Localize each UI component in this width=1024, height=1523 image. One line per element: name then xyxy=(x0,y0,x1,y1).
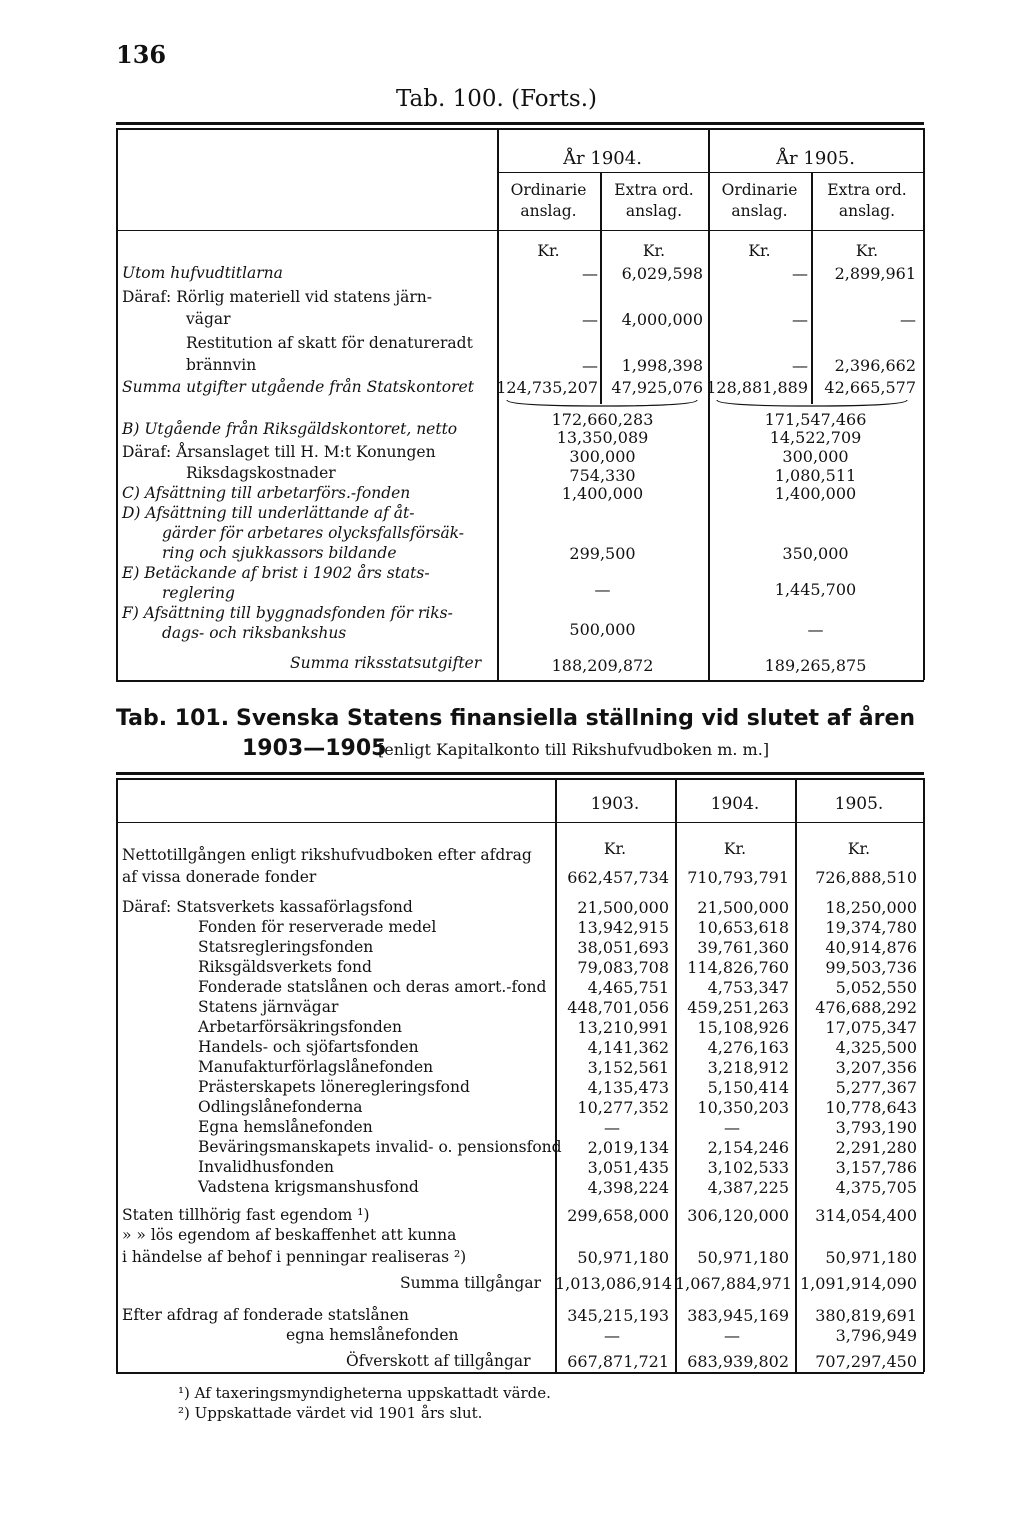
table-cell: 50,971,180 xyxy=(697,1248,789,1267)
table-cell: 345,215,193 xyxy=(567,1306,669,1325)
cell: 13,350,089 xyxy=(556,428,649,447)
col-extra-1904: Extra ord. anslag. xyxy=(614,181,694,220)
table-cell: 4,141,362 xyxy=(587,1038,669,1057)
row-label: Nettotillgången enligt rikshufvudboken efter afdrag xyxy=(122,846,532,864)
row-label: Handels- och sjöfartsfonden xyxy=(198,1038,419,1056)
cell: 1,400,000 xyxy=(774,484,857,503)
table-cell: 4,375,705 xyxy=(835,1178,917,1197)
cell: 299,500 xyxy=(569,544,636,563)
table-cell: 306,120,000 xyxy=(687,1206,789,1225)
table-cell: 667,871,721 xyxy=(567,1352,669,1371)
row-label: Staten tillhörig fast egendom ¹) xyxy=(122,1206,370,1224)
table-cell: 50,971,180 xyxy=(825,1248,917,1267)
row-label: Odlingslånefonderna xyxy=(198,1098,363,1116)
row-label: B) Utgående från Riksgäldskontoret, netto xyxy=(122,420,458,438)
table-cell: 114,826,760 xyxy=(687,958,789,977)
table-cell: 13,210,991 xyxy=(577,1018,669,1037)
table-cell: 4,135,473 xyxy=(587,1078,669,1097)
row-label: Utom hufvudtitlarna xyxy=(122,264,283,282)
col-extra-1905: Extra ord. anslag. xyxy=(827,181,907,220)
footnote-1: ¹) Af taxeringsmyndigheterna uppskattadt värde. xyxy=(178,1384,551,1402)
combined-1904: 172,660,283 xyxy=(551,410,654,429)
row-label: » » lös egendom af beskaffenhet att kunna xyxy=(122,1226,457,1244)
row-label: Fonden för reserverade medel xyxy=(198,918,437,936)
total-label: Summa riksstatsutgifter xyxy=(290,654,482,672)
cell: 300,000 xyxy=(782,447,849,466)
row-label: i händelse af behof i penningar realiseras ²) xyxy=(122,1248,467,1266)
row-label: Fonderade statslånen och deras amort.-fond xyxy=(198,978,547,996)
cell: — xyxy=(792,264,808,283)
row-label: F) Afsättning till byggnadsfonden för riks- xyxy=(122,604,453,622)
row-label: af vissa donerade fonder xyxy=(122,868,317,886)
total-1905: 189,265,875 xyxy=(764,656,867,675)
table-cell: 726,888,510 xyxy=(815,868,917,887)
table-cell: 383,945,169 xyxy=(687,1306,789,1325)
table-cell: 3,218,912 xyxy=(707,1058,789,1077)
table-cell: 2,019,134 xyxy=(587,1138,669,1157)
cell: 754,330 xyxy=(569,466,636,485)
table-cell: 3,152,561 xyxy=(587,1058,669,1077)
table-cell: 380,819,691 xyxy=(815,1306,917,1325)
unit: Kr. xyxy=(603,840,627,858)
tab101-title: Svenska Statens finansiella ställning vid slutet af åren xyxy=(236,706,916,731)
row-label: Restitution af skatt för denatureradt xyxy=(186,334,473,352)
table-cell: 459,251,263 xyxy=(687,998,789,1017)
cell: 300,000 xyxy=(569,447,636,466)
table-cell: 10,277,352 xyxy=(577,1098,669,1117)
row-label: Beväringsmanskapets invalid- o. pensionsfond xyxy=(198,1138,562,1156)
table-cell: — xyxy=(604,1326,620,1345)
cell: 14,522,709 xyxy=(769,428,862,447)
table-cell: 10,350,203 xyxy=(697,1098,789,1117)
table-cell: 4,276,163 xyxy=(707,1038,789,1057)
cell: — xyxy=(792,310,808,329)
cell: 1,445,700 xyxy=(774,580,857,599)
table-cell: 3,796,949 xyxy=(835,1326,917,1345)
total-1904: 188,209,872 xyxy=(551,656,654,675)
cell: 6,029,598 xyxy=(621,264,703,283)
table-cell: 19,374,780 xyxy=(825,918,917,937)
table-cell: 3,793,190 xyxy=(835,1118,917,1137)
table-cell: 13,942,915 xyxy=(577,918,669,937)
table-cell: 1,013,086,914 xyxy=(555,1274,673,1293)
row-label: Öfverskott af tillgångar xyxy=(346,1352,531,1370)
unit: Kr. xyxy=(847,840,871,858)
table-cell: 3,102,533 xyxy=(707,1158,789,1177)
row-label: Statens järnvägar xyxy=(198,998,339,1016)
table-cell: 10,653,618 xyxy=(697,918,789,937)
cell: — xyxy=(792,356,808,375)
row-label: E) Betäckande af brist i 1902 års stats- xyxy=(122,564,430,582)
year-1904: År 1904. xyxy=(563,148,642,169)
table-cell: 3,207,356 xyxy=(835,1058,917,1077)
row-label: dags- och riksbankshus xyxy=(162,624,347,642)
cell: — xyxy=(582,356,598,375)
row-label: D) Afsättning till underlättande af åt- xyxy=(122,504,415,522)
table-cell: 707,297,450 xyxy=(815,1352,917,1371)
col-ord-1904: Ordinarie anslag. xyxy=(510,181,587,220)
table-cell: 5,277,367 xyxy=(835,1078,917,1097)
table-cell: 10,778,643 xyxy=(825,1098,917,1117)
row-label: Summa utgifter utgående från Statskontoret xyxy=(122,378,474,396)
table-cell: 5,052,550 xyxy=(835,978,917,997)
row-label: Invalidhusfonden xyxy=(198,1158,334,1176)
table-cell: 39,761,360 xyxy=(697,938,789,957)
row-label: Summa tillgångar xyxy=(400,1274,541,1292)
table-cell: 3,157,786 xyxy=(835,1158,917,1177)
row-label: Statsregleringsfonden xyxy=(198,938,374,956)
page-number: 136 xyxy=(116,40,167,69)
row-label: gärder för arbetares olycksfallsförsäk- xyxy=(162,524,465,542)
unit: Kr. xyxy=(537,242,560,260)
row-label: Däraf: Statsverkets kassaförlagsfond xyxy=(122,898,413,916)
table-cell: 2,154,246 xyxy=(707,1138,789,1157)
table-cell: 448,701,056 xyxy=(567,998,669,1017)
row-label: Arbetarförsäkringsfonden xyxy=(198,1018,402,1036)
tab101-number: Tab. 101. xyxy=(116,706,230,731)
table-cell: 4,398,224 xyxy=(587,1178,669,1197)
table-cell: 4,465,751 xyxy=(587,978,669,997)
cell: 4,000,000 xyxy=(621,310,703,329)
table-cell: 1,091,914,090 xyxy=(799,1274,917,1293)
row-label: Riksgäldsverkets fond xyxy=(198,958,372,976)
table-cell: — xyxy=(604,1118,620,1137)
unit: Kr. xyxy=(642,242,666,260)
table-cell: 710,793,791 xyxy=(687,868,789,887)
cell: 42,665,577 xyxy=(824,378,916,397)
table-cell: 15,108,926 xyxy=(697,1018,789,1037)
row-label: brännvin xyxy=(186,356,257,374)
table-cell: 299,658,000 xyxy=(567,1206,669,1225)
table-cell: 21,500,000 xyxy=(697,898,789,917)
table-cell: 38,051,693 xyxy=(577,938,669,957)
table-cell: 5,150,414 xyxy=(707,1078,789,1097)
cell: 2,899,961 xyxy=(834,264,916,283)
row-label: C) Afsättning till arbetarförs.-fonden xyxy=(122,484,411,502)
row-label: Däraf: Årsanslaget till H. M:t Konungen xyxy=(122,443,436,461)
row-label: reglering xyxy=(162,584,235,602)
row-label: Manufakturförlagslånefonden xyxy=(198,1058,434,1076)
row-label: Prästerskapets löneregleringsfond xyxy=(198,1078,470,1096)
table-cell: 18,250,000 xyxy=(825,898,917,917)
row-label: Egna hemslånefonden xyxy=(198,1118,373,1136)
row-label: vägar xyxy=(186,310,231,328)
year-1904: 1904. xyxy=(710,794,760,814)
cell: — xyxy=(582,264,598,283)
table-cell: 17,075,347 xyxy=(825,1018,917,1037)
unit: Kr. xyxy=(855,242,879,260)
cell: 128,881,889 xyxy=(706,378,808,397)
year-1903: 1903. xyxy=(590,794,640,814)
cell: — xyxy=(582,310,598,329)
cell: 2,396,662 xyxy=(834,356,916,375)
table-cell: 50,971,180 xyxy=(577,1248,669,1267)
cell: 1,998,398 xyxy=(621,356,703,375)
row-label: Efter afdrag af fonderade statslånen xyxy=(122,1306,409,1324)
table-cell: 4,325,500 xyxy=(835,1038,917,1057)
cell: 47,925,076 xyxy=(611,378,703,397)
tab100-title: Tab. 100. (Forts.) xyxy=(396,86,597,112)
cell: 350,000 xyxy=(782,544,849,563)
cell: — xyxy=(807,620,824,639)
year-1905: År 1905. xyxy=(776,148,855,169)
combined-1905: 171,547,466 xyxy=(764,410,867,429)
footnote-2: ²) Uppskattade värdet vid 1901 års slut. xyxy=(178,1404,483,1422)
table-cell: — xyxy=(724,1118,740,1137)
cell: 1,400,000 xyxy=(561,484,644,503)
table-cell: 476,688,292 xyxy=(815,998,917,1017)
unit: Kr. xyxy=(723,840,747,858)
table-cell: 4,753,347 xyxy=(707,978,789,997)
unit: Kr. xyxy=(748,242,771,260)
col-ord-1905: Ordinarie anslag. xyxy=(721,181,798,220)
table-cell: 662,457,734 xyxy=(567,868,669,887)
table-cell: 1,067,884,971 xyxy=(675,1274,793,1293)
row-label: egna hemslånefonden xyxy=(286,1326,459,1344)
row-label: ring och sjukkassors bildande xyxy=(162,544,397,562)
cell: 1,080,511 xyxy=(774,466,857,485)
table-cell: 314,054,400 xyxy=(815,1206,917,1225)
table-cell: — xyxy=(724,1326,740,1345)
table-cell: 99,503,736 xyxy=(825,958,917,977)
table-cell: 3,051,435 xyxy=(587,1158,669,1177)
table-cell: 2,291,280 xyxy=(835,1138,917,1157)
table-cell: 683,939,802 xyxy=(687,1352,789,1371)
tab101-years: 1903—1905 xyxy=(242,736,387,761)
table-cell: 4,387,225 xyxy=(707,1178,789,1197)
table-cell: 40,914,876 xyxy=(825,938,917,957)
tab101-subtitle: [enligt Kapitalkonto till Rikshufvudboken m. m.] xyxy=(378,740,770,759)
table-cell: 21,500,000 xyxy=(577,898,669,917)
row-label: Däraf: Rörlig materiell vid statens järn- xyxy=(122,288,433,306)
cell: 124,735,207 xyxy=(496,378,598,397)
year-1905: 1905. xyxy=(834,794,884,814)
cell: 500,000 xyxy=(569,620,636,639)
table-cell: 79,083,708 xyxy=(577,958,669,977)
row-label: Vadstena krigsmanshusfond xyxy=(198,1178,419,1196)
row-label: Riksdagskostnader xyxy=(186,464,336,482)
cell: — xyxy=(900,310,916,329)
cell: — xyxy=(594,580,611,599)
